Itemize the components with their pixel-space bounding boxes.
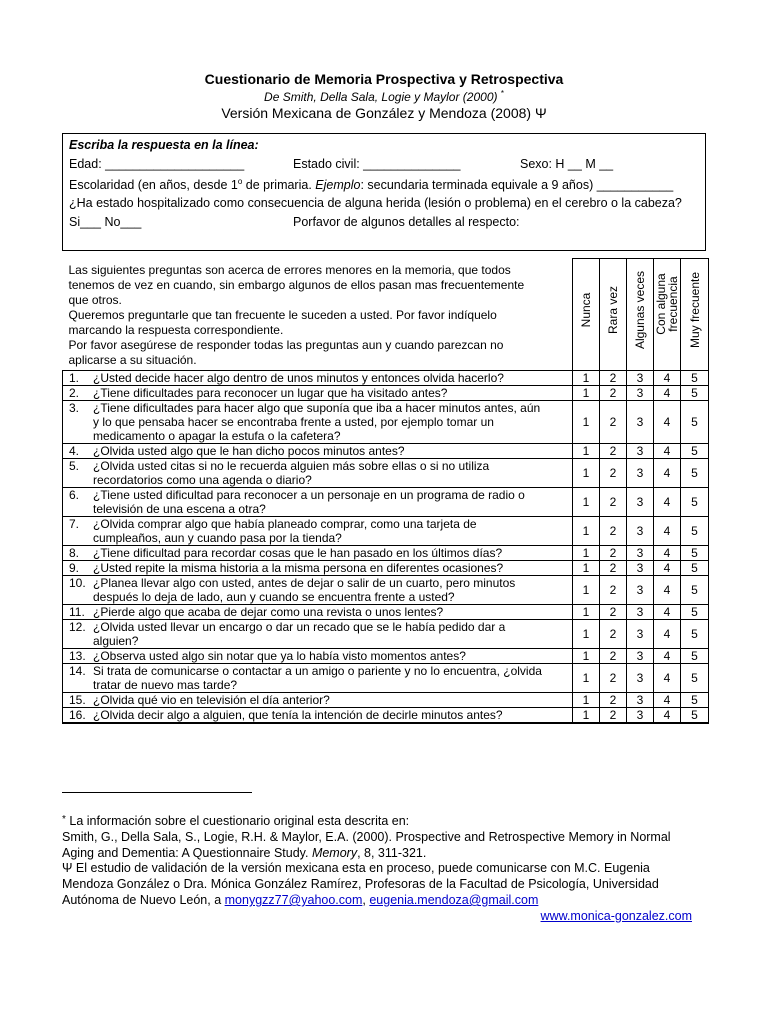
question-number: 11. <box>69 604 85 619</box>
question-text <box>93 546 572 560</box>
scale-option-1[interactable]: 1 <box>573 516 600 545</box>
question-text <box>93 649 572 663</box>
scale-option-1[interactable]: 1 <box>573 648 600 663</box>
question-cell <box>63 619 573 648</box>
authors-text: De Smith, Della Sala, Logie y Maylor (2000) <box>264 90 498 104</box>
question-number: 5. <box>69 458 80 473</box>
question-number: 14. <box>69 663 86 678</box>
scale-option-2[interactable]: 2 <box>600 692 627 707</box>
scale-option-1[interactable]: 1 <box>573 370 600 385</box>
scale-option-5[interactable]: 5 <box>681 560 709 575</box>
scale-option-2[interactable]: 2 <box>600 443 627 458</box>
schooling-text-a: Escolaridad (en años, desde 1 <box>69 178 238 193</box>
scale-option-4[interactable]: 4 <box>654 619 681 648</box>
scale-option-4[interactable]: 4 <box>654 545 681 560</box>
scale-option-4[interactable]: 4 <box>654 663 681 692</box>
authors-footnote-mark: * <box>500 89 504 98</box>
scale-option-1[interactable]: 1 <box>573 545 600 560</box>
question-line: ¿Pierde algo que acaba de dejar como una revista o unos lentes? <box>93 604 444 619</box>
question-line: ¿Olvida qué vio en televisión el día anterior? <box>93 692 330 707</box>
scale-option-2[interactable]: 2 <box>600 385 627 400</box>
scale-option-5[interactable]: 5 <box>681 707 709 723</box>
intro-text <box>63 259 573 371</box>
question-number: 1. <box>69 370 80 385</box>
scale-option-2[interactable]: 2 <box>600 707 627 723</box>
footnote-2-line-3 <box>62 892 692 908</box>
scale-option-4[interactable]: 4 <box>654 692 681 707</box>
question-number: 10. <box>69 575 86 590</box>
question-line: ¿Tiene dificultades para hacer algo que suponía que iba a hacer minutos antes, aún <box>93 400 541 415</box>
question-text <box>93 605 572 619</box>
hospital-question: ¿Ha estado hospitalizado como consecuencia de alguna herida (lesión o problema) en el cerebro o la cabeza? <box>69 196 682 210</box>
scale-option-1[interactable]: 1 <box>573 707 600 723</box>
scale-option-5[interactable]: 5 <box>681 575 709 604</box>
scale-option-2[interactable]: 2 <box>600 458 627 487</box>
scale-option-3[interactable]: 3 <box>627 604 654 619</box>
footnote-text: Aging and Dementia: A Questionnaire Study. <box>62 846 312 860</box>
question-text <box>93 620 572 648</box>
scale-option-2[interactable]: 2 <box>600 487 627 516</box>
form-instruction: Escriba la respuesta en la línea: <box>69 138 259 152</box>
version-footnote-mark: Ψ <box>534 105 547 121</box>
scale-option-5[interactable]: 5 <box>681 487 709 516</box>
scale-option-5[interactable]: 5 <box>681 516 709 545</box>
scale-option-3[interactable]: 3 <box>627 370 654 385</box>
question-number: 6. <box>69 487 80 502</box>
scale-option-1[interactable]: 1 <box>573 487 600 516</box>
question-cell <box>63 707 573 723</box>
question-line: televisión de una escena a otra? <box>93 501 266 516</box>
schooling-field[interactable] <box>69 177 673 192</box>
scale-option-1[interactable]: 1 <box>573 619 600 648</box>
scale-option-2[interactable]: 2 <box>600 663 627 692</box>
question-cell <box>63 370 573 385</box>
question-row <box>63 692 709 707</box>
question-cell <box>63 458 573 487</box>
question-row <box>63 458 709 487</box>
question-number: 13. <box>69 648 86 663</box>
scale-option-2[interactable]: 2 <box>600 516 627 545</box>
scale-option-4[interactable]: 4 <box>654 400 681 443</box>
scale-option-5[interactable]: 5 <box>681 400 709 443</box>
intro-line: que otros. <box>68 292 122 307</box>
question-text <box>93 401 572 443</box>
question-row <box>63 516 709 545</box>
question-cell <box>63 663 573 692</box>
header-label: Muy frecuente <box>687 271 702 348</box>
question-cell <box>63 560 573 575</box>
header-con-alguna-frecuencia <box>654 259 681 371</box>
question-cell <box>63 692 573 707</box>
scale-option-3[interactable]: 3 <box>627 400 654 443</box>
question-line: recordatorios como una agenda o diario? <box>93 472 312 487</box>
question-line: tratar de nuevo mas tarde? <box>93 677 238 692</box>
question-text <box>93 444 572 458</box>
question-line: Si trata de comunicarse o contactar a un amigo o pariente y no lo encuentra, ¿olvida <box>93 663 542 678</box>
scale-option-3[interactable]: 3 <box>627 385 654 400</box>
scale-option-1[interactable]: 1 <box>573 458 600 487</box>
scale-option-2[interactable]: 2 <box>600 619 627 648</box>
header-algunas-veces <box>627 259 654 371</box>
scale-option-1[interactable]: 1 <box>573 604 600 619</box>
question-row <box>63 487 709 516</box>
scale-option-4[interactable]: 4 <box>654 575 681 604</box>
question-line: ¿Observa usted algo sin notar que ya lo había visto momentos antes? <box>93 648 466 663</box>
scale-option-4[interactable]: 4 <box>654 604 681 619</box>
scale-option-4[interactable]: 4 <box>654 516 681 545</box>
scale-option-4[interactable]: 4 <box>654 370 681 385</box>
intro-line: Las siguientes preguntas son acerca de errores menores en la memoria, que todos <box>68 262 511 277</box>
question-cell <box>63 443 573 458</box>
schooling-example: Ejemplo <box>315 178 361 193</box>
footnote-2-line-1 <box>62 860 692 876</box>
scale-option-1[interactable]: 1 <box>573 692 600 707</box>
page-title: Cuestionario de Memoria Prospectiva y Retrospectiva <box>204 71 564 87</box>
scale-option-3[interactable]: 3 <box>627 648 654 663</box>
scale-option-1[interactable]: 1 <box>573 385 600 400</box>
details-prompt: Porfavor de algunos detalles al respecto: <box>293 215 520 229</box>
question-row <box>63 443 709 458</box>
question-text <box>93 708 572 722</box>
footnote-2-line-2: Mendoza González o Dra. Mónica González Ramírez, Profesoras de la Facultad de Psicología, Universidad <box>62 877 659 891</box>
question-row <box>63 707 709 723</box>
question-number: 12. <box>69 619 86 634</box>
question-line: ¿Olvida usted algo que le han dicho pocos minutos antes? <box>93 443 405 458</box>
scale-option-5[interactable]: 5 <box>681 648 709 663</box>
footnote-text: , 8, 311-321. <box>357 846 427 860</box>
separator: , <box>362 893 370 907</box>
question-number: 9. <box>69 560 80 575</box>
intro-line: tenemos de vez en cuando, sin embargo algunos de ellos pasan mas frecuentemente <box>68 277 525 292</box>
question-number: 15. <box>69 692 86 707</box>
footnote-1-line-1 <box>62 812 692 829</box>
questionnaire-table <box>62 258 709 724</box>
question-cell <box>63 575 573 604</box>
authors-line <box>0 89 768 104</box>
scale-option-1[interactable]: 1 <box>573 400 600 443</box>
footnote-text: La información sobre el cuestionario original esta descrita en: <box>65 814 410 828</box>
scale-option-3[interactable]: 3 <box>627 707 654 723</box>
header-rara-vez <box>600 259 627 371</box>
schooling-text-b: de primaria. <box>242 178 316 193</box>
scale-option-4[interactable]: 4 <box>654 458 681 487</box>
scale-option-3[interactable]: 3 <box>627 443 654 458</box>
schooling-sup: o <box>237 177 243 186</box>
footnote-divider <box>62 792 252 793</box>
email-link-1[interactable]: monygzz77@yahoo.com <box>224 893 363 907</box>
question-line: ¿Usted decide hacer algo dentro de unos minutos y entonces olvida hacerlo? <box>93 370 504 385</box>
email-link-2[interactable]: eugenia.mendoza@gmail.com <box>369 893 539 907</box>
question-text <box>93 561 572 575</box>
question-text <box>93 371 572 385</box>
question-line: ¿Olvida decir algo a alguien, que tenía la intención de decirle minutos antes? <box>93 707 503 722</box>
question-line: ¿Olvida usted llevar un encargo o dar un recado que se le había pedido dar a <box>93 619 506 634</box>
scale-option-2[interactable]: 2 <box>600 648 627 663</box>
scale-option-2[interactable]: 2 <box>600 545 627 560</box>
question-row <box>63 619 709 648</box>
intro-line: aplicarse a su situación. <box>68 352 197 367</box>
question-row <box>63 545 709 560</box>
question-number: 8. <box>69 545 80 560</box>
scale-option-5[interactable]: 5 <box>681 385 709 400</box>
question-line: y lo que pensaba hacer se encontraba frente a usted, por ejemplo tomar un <box>93 414 494 429</box>
intro-line: marcando la respuesta correspondiente. <box>68 322 284 337</box>
question-row <box>63 385 709 400</box>
sex-field[interactable]: Sexo: H __ M __ <box>520 157 614 171</box>
question-line: ¿Olvida usted citas si no le recuerda alguien más sobre ellas o si no utiliza <box>93 458 490 473</box>
scale-option-5[interactable]: 5 <box>681 619 709 648</box>
question-row <box>63 560 709 575</box>
question-row <box>63 648 709 663</box>
question-row <box>63 370 709 385</box>
scale-option-4[interactable]: 4 <box>654 707 681 723</box>
header-label: Con alguna frecuencia <box>654 272 680 335</box>
scale-option-3[interactable]: 3 <box>627 575 654 604</box>
intro-line: Queremos preguntarle que tan frecuente le suceden a usted. Por favor indíquelo <box>68 307 497 322</box>
question-row <box>63 400 709 443</box>
question-cell <box>63 385 573 400</box>
marital-status-field[interactable]: Estado civil: ______________ <box>293 157 461 171</box>
question-cell <box>63 400 573 443</box>
age-field[interactable]: Edad: ____________________ <box>69 157 245 171</box>
scale-option-1[interactable]: 1 <box>573 575 600 604</box>
intro-line: Por favor asegúrese de responder todas las preguntas aun y cuando parezcan no <box>68 337 504 352</box>
question-text <box>93 386 572 400</box>
question-line: ¿Tiene dificultades para reconocer un lugar que ha visitado antes? <box>93 385 448 400</box>
header-label: Algunas veces <box>633 270 647 349</box>
question-cell <box>63 545 573 560</box>
scale-option-3[interactable]: 3 <box>627 619 654 648</box>
footnote-text: Autónoma de Nuevo León, a <box>62 893 225 907</box>
question-line: ¿Tiene dificultad para recordar cosas que le han pasado en los últimos días? <box>93 545 503 560</box>
scale-option-5[interactable]: 5 <box>681 458 709 487</box>
scale-option-3[interactable]: 3 <box>627 487 654 516</box>
question-number: 7. <box>69 516 80 531</box>
scale-option-3[interactable]: 3 <box>627 692 654 707</box>
question-row <box>63 663 709 692</box>
scale-option-1[interactable]: 1 <box>573 663 600 692</box>
header-label: Rara vez <box>606 285 620 334</box>
demographics-box <box>62 133 706 251</box>
scale-option-5[interactable]: 5 <box>681 545 709 560</box>
question-cell <box>63 487 573 516</box>
footnote-mark: Ψ <box>62 861 73 875</box>
schooling-text-c: : secundaria terminada equivale a 9 años) ___________ <box>360 178 674 193</box>
scale-option-5[interactable]: 5 <box>681 443 709 458</box>
question-line: ¿Olvida comprar algo que había planeado comprar, como una tarjeta de <box>93 516 477 531</box>
scale-option-2[interactable]: 2 <box>600 400 627 443</box>
version-text: Versión Mexicana de González y Mendoza (2008) <box>221 105 532 121</box>
scale-option-4[interactable]: 4 <box>654 443 681 458</box>
question-line: ¿Tiene usted dificultad para reconocer a un personaje en un programa de radio o <box>93 487 525 502</box>
scale-option-4[interactable]: 4 <box>654 487 681 516</box>
scale-option-3[interactable]: 3 <box>627 560 654 575</box>
question-line: alguien? <box>93 633 139 648</box>
question-line: cumpleaños, aun y cuando pasa por la tienda? <box>93 530 342 545</box>
question-number: 16. <box>69 707 86 722</box>
question-cell <box>63 604 573 619</box>
version-line <box>0 105 768 121</box>
question-number: 2. <box>69 385 80 400</box>
question-line: ¿Planea llevar algo con usted, antes de dejar o salir de un cuarto, pero minutos <box>93 575 516 590</box>
question-row <box>63 575 709 604</box>
footnote-1-line-3 <box>62 845 692 861</box>
website-link[interactable]: www.monica-gonzalez.com <box>540 909 692 923</box>
scale-option-5[interactable]: 5 <box>681 604 709 619</box>
scale-option-1[interactable]: 1 <box>573 443 600 458</box>
question-number: 3. <box>69 400 80 415</box>
question-cell <box>63 516 573 545</box>
journal-name: Memory <box>311 846 358 860</box>
question-text <box>93 517 572 545</box>
scale-option-4[interactable]: 4 <box>654 648 681 663</box>
footnote-1 <box>62 812 692 861</box>
question-text <box>93 576 572 604</box>
scale-option-5[interactable]: 5 <box>681 663 709 692</box>
question-text <box>93 693 572 707</box>
scale-option-3[interactable]: 3 <box>627 458 654 487</box>
header-muy-frecuente <box>681 259 709 371</box>
question-line: medicamento o apagar la estufa o la cafetera? <box>93 428 341 443</box>
scale-option-2[interactable]: 2 <box>600 575 627 604</box>
footnote-2 <box>62 860 692 924</box>
scale-option-3[interactable]: 3 <box>627 516 654 545</box>
question-cell <box>63 648 573 663</box>
scale-option-3[interactable]: 3 <box>627 545 654 560</box>
scale-option-5[interactable]: 5 <box>681 370 709 385</box>
question-text <box>93 459 572 487</box>
yes-no-field[interactable]: Si___ No___ <box>69 215 142 229</box>
footnote-mark: * <box>62 814 66 825</box>
footnote-text: El estudio de validación de la versión mexicana esta en proceso, puede comunicarse con M.C. Eugenia <box>72 861 650 875</box>
footnote-1-line-2: Smith, G., Della Sala, S., Logie, R.H. & Maylor, E.A. (2000). Prospective and Retrospective Memory in Normal <box>62 830 671 844</box>
question-number: 4. <box>69 443 80 458</box>
scale-option-1[interactable]: 1 <box>573 560 600 575</box>
header-label: Nunca <box>579 292 593 327</box>
scale-option-2[interactable]: 2 <box>600 604 627 619</box>
footnote-2-line-4 <box>62 908 692 924</box>
scale-option-2[interactable]: 2 <box>600 560 627 575</box>
question-text <box>93 664 572 692</box>
scale-option-4[interactable]: 4 <box>654 560 681 575</box>
question-row <box>63 604 709 619</box>
scale-option-4[interactable]: 4 <box>654 385 681 400</box>
scale-option-2[interactable]: 2 <box>600 370 627 385</box>
header-nunca <box>573 259 600 371</box>
scale-option-3[interactable]: 3 <box>627 663 654 692</box>
question-line: ¿Usted repite la misma historia a la misma persona en diferentes ocasiones? <box>93 560 504 575</box>
scale-option-5[interactable]: 5 <box>681 692 709 707</box>
question-line: después lo deja de lado, aun y cuando se encuentra frente a usted? <box>93 589 455 604</box>
question-text <box>93 488 572 516</box>
